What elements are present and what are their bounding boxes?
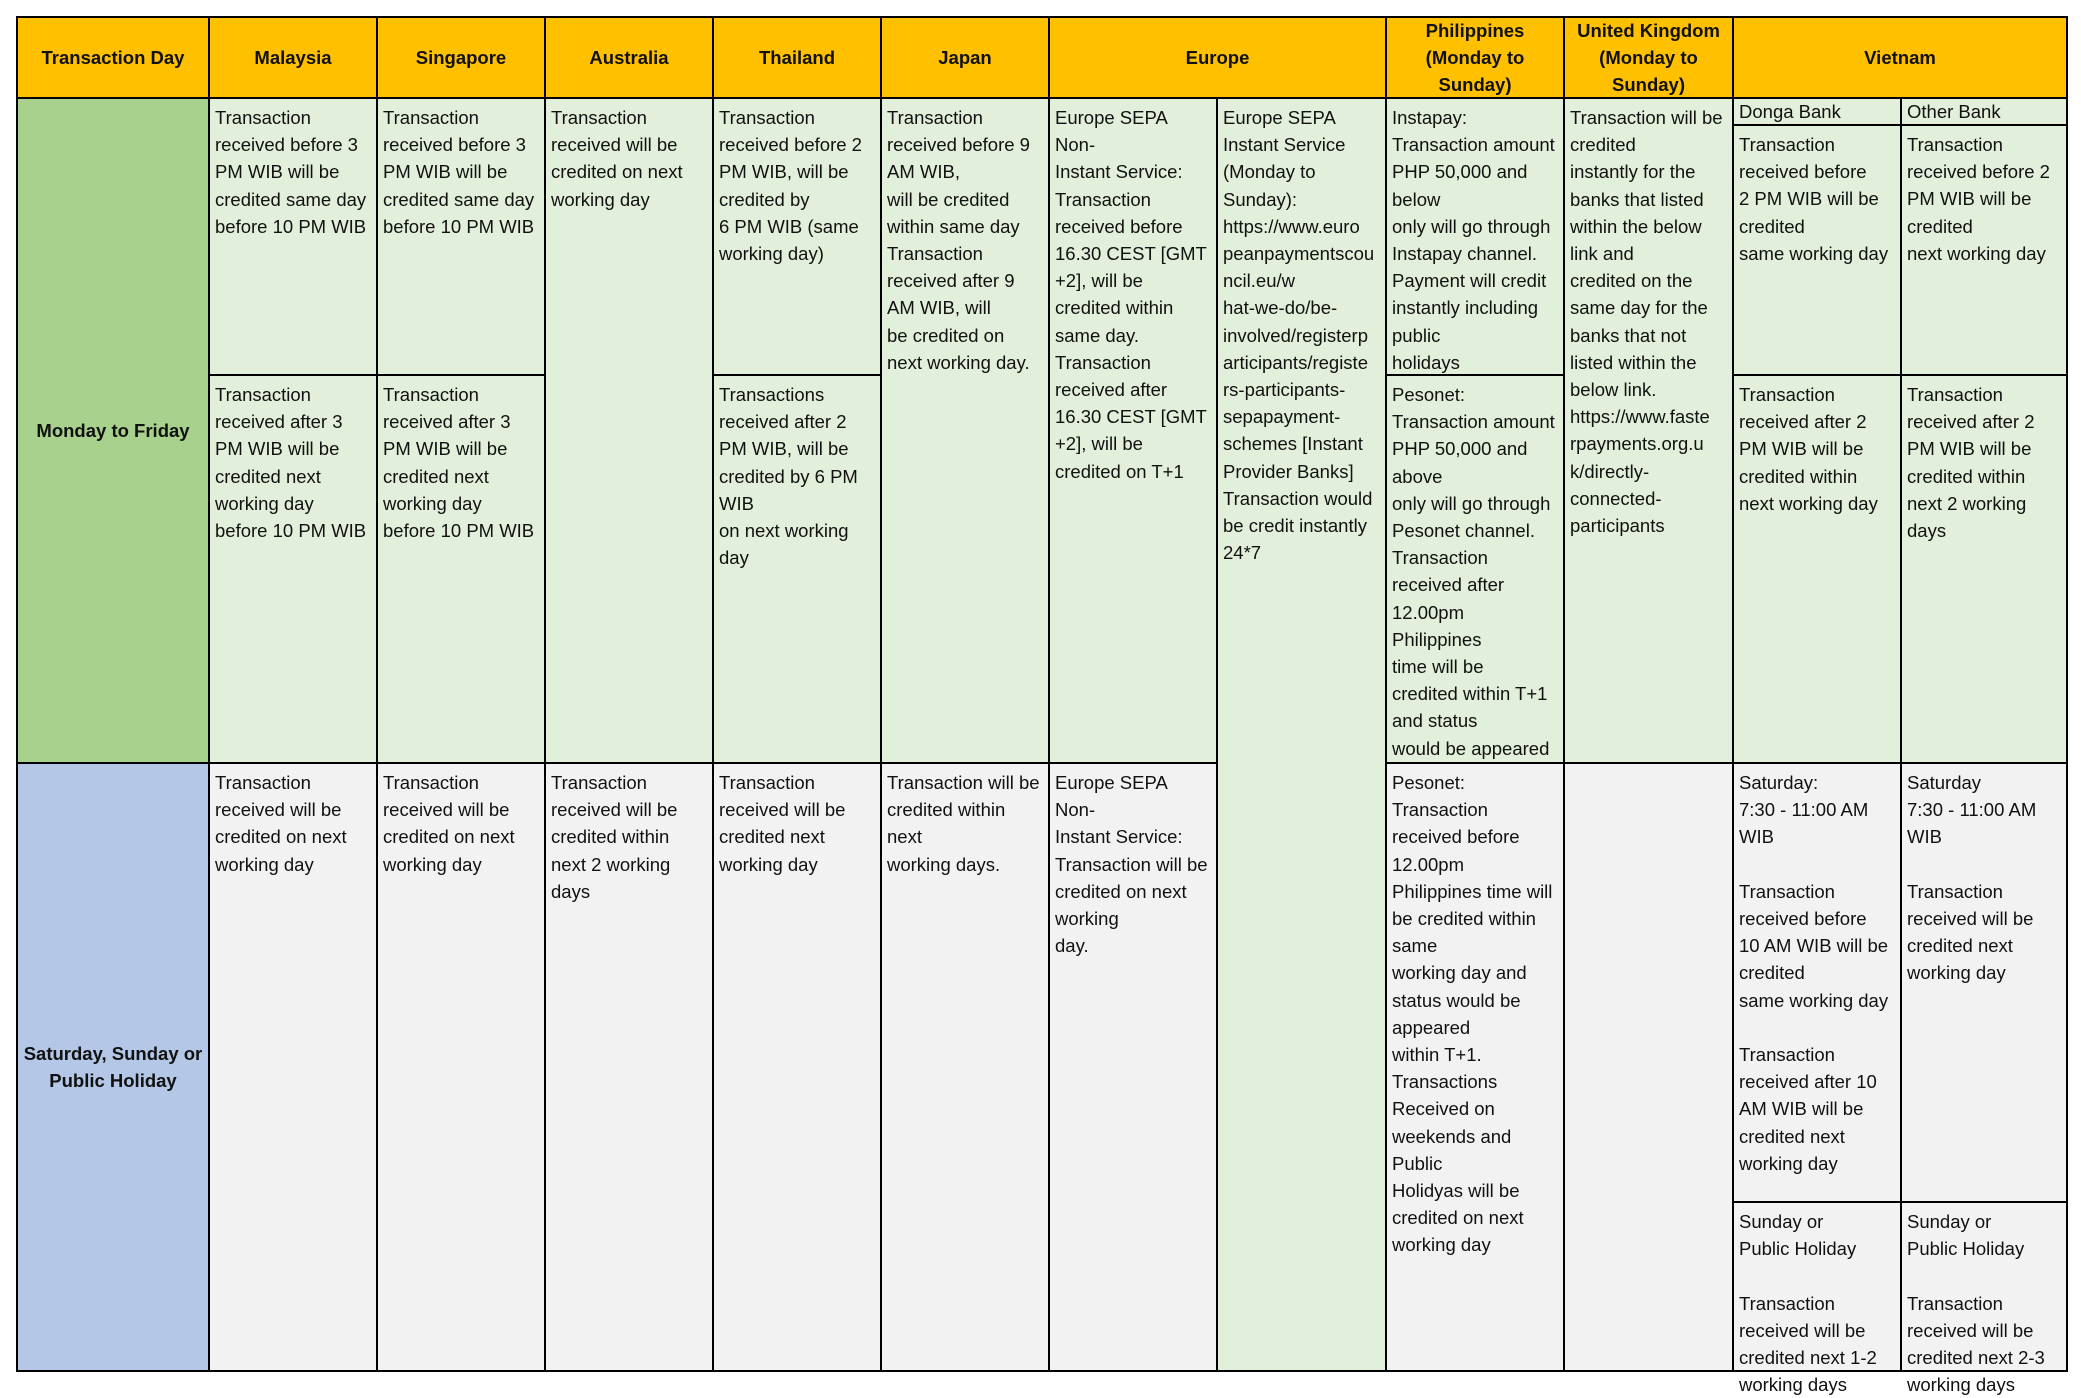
weekend-vietnam-donga-saturday: Saturday: 7:30 - 11:00 AM WIB Transaction received before 10 AM WIB will be credited same working day Transaction received after 10 AM WIB will be credited next working day xyxy=(1732,762,1902,1203)
weekday-malaysia-before: Transaction received before 3 PM WIB will be credited same day before 10 PM WIB xyxy=(208,97,378,376)
weekend-vietnam-other-sunday: Sunday or Public Holiday Transaction received will be credited next 2-3 working days xyxy=(1900,1201,2068,1372)
weekday-thailand-before: Transaction received before 2 PM WIB, will be credited by 6 PM WIB (same working day) xyxy=(712,97,882,376)
header-philippines: Philippines (Monday to Sunday) xyxy=(1385,16,1565,99)
header-united-kingdom: United Kingdom (Monday to Sunday) xyxy=(1563,16,1734,99)
weekend-philippines: Pesonet: Transaction received before 12.00pm Philippines time will be credited within same working day and status would be appeared within T+1. Transactions Received on weekends and Public Holidyas will be credited on next working day xyxy=(1385,762,1565,1372)
weekday-malaysia-after: Transaction received after 3 PM WIB will be credited next working day before 10 PM WIB xyxy=(208,374,378,764)
header-australia: Australia xyxy=(544,16,714,99)
weekday-singapore-before: Transaction received before 3 PM WIB will be credited same day before 10 PM WIB xyxy=(376,97,546,376)
header-singapore: Singapore xyxy=(376,16,546,99)
weekend-malaysia: Transaction received will be credited on next working day xyxy=(208,762,378,1372)
weekend-singapore: Transaction received will be credited on next working day xyxy=(376,762,546,1372)
weekday-europe-non-instant: Europe SEPA Non- Instant Service: Transaction received before 16.30 CEST [GMT +2], will be credited within same day. Transaction received after 16.30 CEST [GMT +2], will be credited on T+1 xyxy=(1048,97,1218,764)
row-label-weekend: Saturday, Sunday or Public Holiday xyxy=(16,762,210,1372)
vietnam-other-bank-label: Other Bank xyxy=(1900,97,2068,126)
weekend-vietnam-donga-sunday: Sunday or Public Holiday Transaction received will be credited next 1-2 working days xyxy=(1732,1201,1902,1372)
weekday-vietnam-other-after: Transaction received after 2 PM WIB will be credited within next 2 working days xyxy=(1900,374,2068,764)
weekday-thailand-after: Transactions received after 2 PM WIB, will be credited by 6 PM WIB on next working day xyxy=(712,374,882,764)
weekend-thailand: Transaction received will be credited next working day xyxy=(712,762,882,1372)
weekend-japan: Transaction will be credited within next working days. xyxy=(880,762,1050,1372)
header-vietnam: Vietnam xyxy=(1732,16,2068,99)
header-transaction-day: Transaction Day xyxy=(16,16,210,99)
weekday-vietnam-donga-before: Transaction received before 2 PM WIB will be credited same working day xyxy=(1732,124,1902,376)
weekday-australia: Transaction received will be credited on next working day xyxy=(544,97,714,764)
weekday-philippines-pesonet: Pesonet: Transaction amount PHP 50,000 and above only will go through Pesonet channel. Transaction received after 12.00pm Philippines time will be credited within T+1 and status would be appeared xyxy=(1385,374,1565,764)
weekend-australia: Transaction received will be credited within next 2 working days xyxy=(544,762,714,1372)
header-europe: Europe xyxy=(1048,16,1387,99)
weekend-europe-non-instant: Europe SEPA Non- Instant Service: Transaction will be credited on next working day. xyxy=(1048,762,1218,1372)
europe-sepa-instant: Europe SEPA Instant Service (Monday to Sunday): https://www.euro peanpaymentscou ncil.eu/w hat-we-do/be- involved/registerp articipants/registe rs-participants- sepapayment- schemes [Instant Provider Banks] Transaction would be credit instantly 24*7 xyxy=(1216,97,1387,1372)
weekday-singapore-after: Transaction received after 3 PM WIB will be credited next working day before 10 PM WIB xyxy=(376,374,546,764)
weekend-united-kingdom xyxy=(1563,762,1734,1372)
weekday-philippines-instapay: Instapay: Transaction amount PHP 50,000 and below only will go through Instapay channel. Payment will credit instantly including public holidays xyxy=(1385,97,1565,376)
header-japan: Japan xyxy=(880,16,1050,99)
transaction-schedule-table xyxy=(16,16,2068,1396)
vietnam-donga-bank-label: Donga Bank xyxy=(1732,97,1902,126)
header-thailand: Thailand xyxy=(712,16,882,99)
weekday-vietnam-donga-after: Transaction received after 2 PM WIB will be credited within next working day xyxy=(1732,374,1902,764)
weekday-united-kingdom: Transaction will be credited instantly for the banks that listed within the below link and credited on the same day for the banks that not listed within the below link. https://www.faste rpayments.org.u k/directly- connected- participants xyxy=(1563,97,1734,764)
weekday-japan: Transaction received before 9 AM WIB, will be credited within same day Transaction received after 9 AM WIB, will be credited on next working day. xyxy=(880,97,1050,764)
header-malaysia: Malaysia xyxy=(208,16,378,99)
weekday-vietnam-other-before: Transaction received before 2 PM WIB will be credited next working day xyxy=(1900,124,2068,376)
weekend-vietnam-other-saturday: Saturday 7:30 - 11:00 AM WIB Transaction received will be credited next working day xyxy=(1900,762,2068,1203)
row-label-weekday: Monday to Friday xyxy=(16,97,210,764)
